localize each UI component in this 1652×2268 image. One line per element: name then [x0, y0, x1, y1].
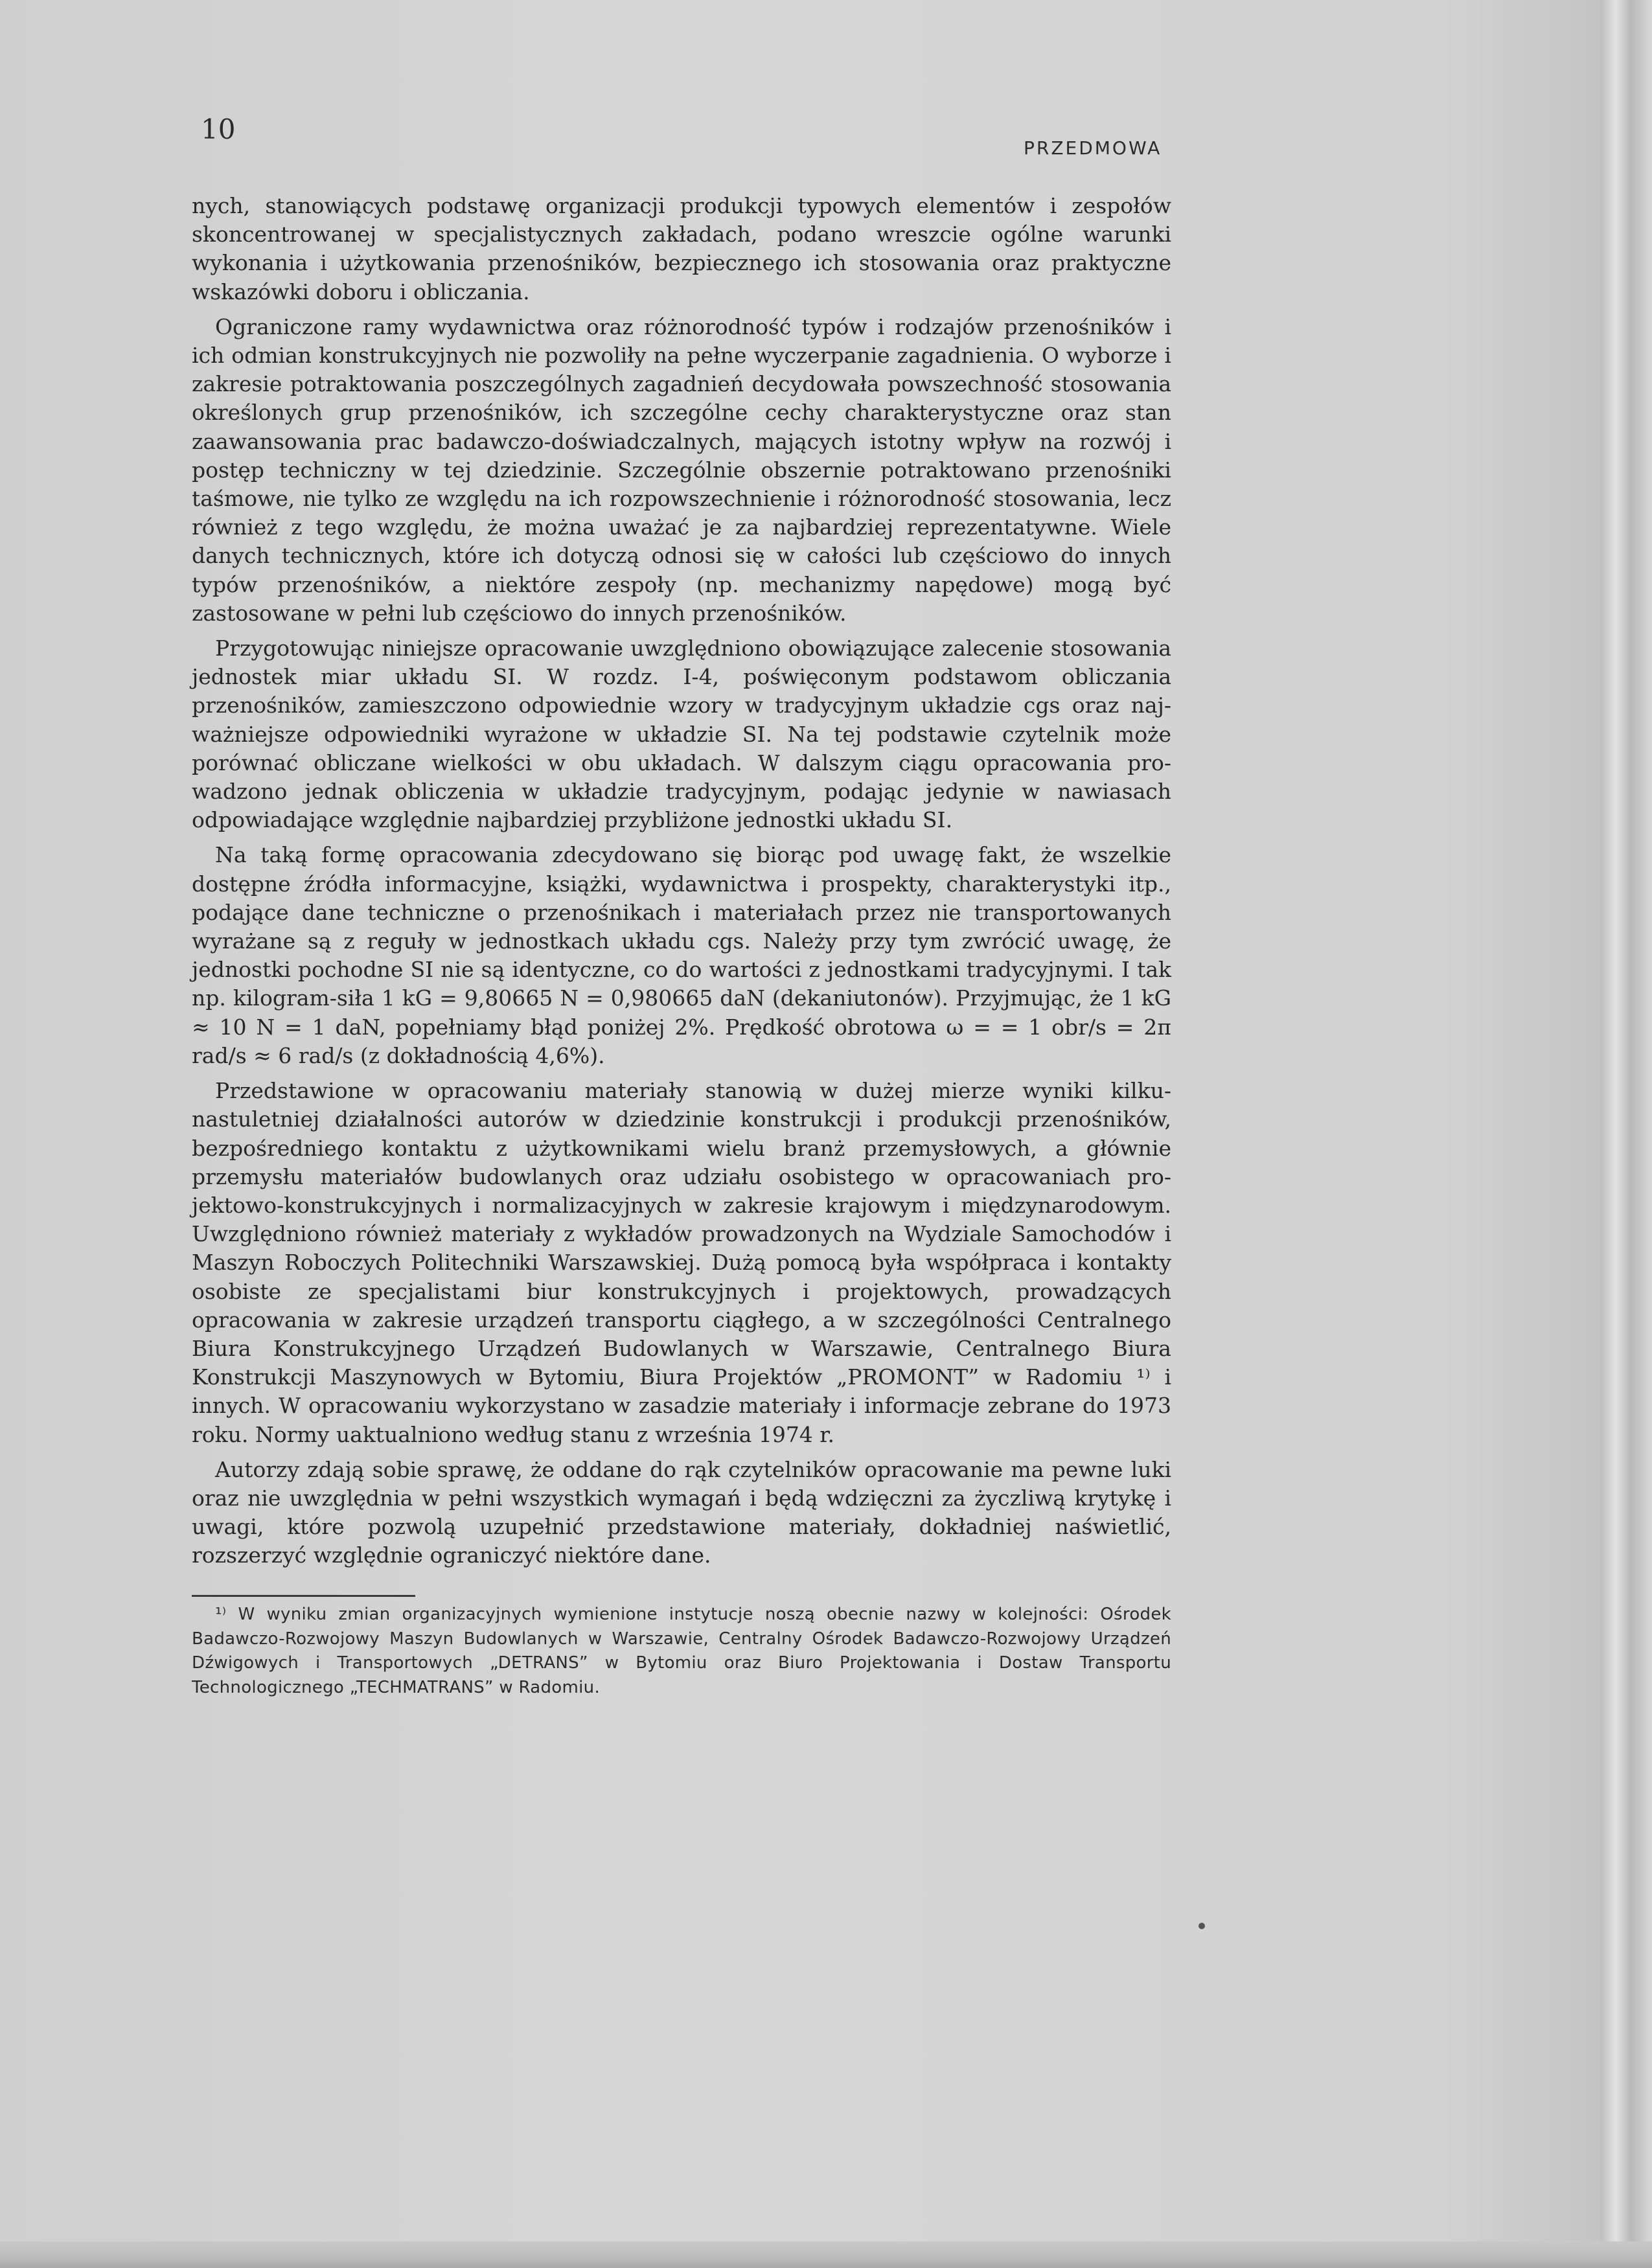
paragraph: Na taką formę opracowania zdecydowano się biorąc pod uwagę fakt, że wszelkie dostępne źródła informacyjne, książki, wydawnictwa i prospekty, charakterystyki itp., podające dane techniczne o przenośnikach i materiałach przez nie transportowanych wyrażane są z reguły w jednostkach układu cgs. Należy przy tym zwrócić uwagę, że jednostki pochodne SI nie są identyczne, co do wartości z jednostkami tradycyjnymi. I tak np. kilogram-siła 1 kG = 9,80665 N = 0,980665 daN (dekaniutonów). Przyjmując, że 1 kG ≈ 10 N = 1 daN, popełniamy błąd poniżej 2%. Prędkość obrotowa ω = = 1 obr/s = 2π rad/s ≈ 6 rad/s (z dokładnością 4,6%). — [192, 842, 1171, 1068]
speck — [1199, 1923, 1205, 1929]
page-bottom-edge — [0, 2241, 1652, 2268]
page-number: 10 — [201, 113, 236, 145]
paragraph: Autorzy zdają sobie sprawę, że oddane do rąk czytelników opracowanie ma pewne luki oraz nie uwzględnia w pełni wszystkich wymagań i będą wdzięczni za życzliwą krytykę i uwagi, które pozwolą uzupełnić przedstawione materiały, dokładniej naświetlić, rozszerzyć względnie ograniczyć niektóre dane. — [192, 1456, 1171, 1568]
paragraph: Ograniczone ramy wydawnictwa oraz różnorodność typów i rodzajów przenośników i ich odmian konstrukcyjnych nie pozwoliły na pełne wyczerpanie zagadnienia. O wyborze i zakresie potraktowania poszczególnych zagadnień decydowała powszechność stosowania określonych grup przenośników, ich szczególne cechy charakterystyczne oraz stan zaawansowania prac badawczo-doświadczalnych, mających istotny wpływ na rozwój i postęp techniczny w tej dziedzinie. Szczególnie obszernie potraktowano przenośniki taśmowe, nie tylko ze względu na ich rozpowszechnienie i różnorodność stosowania, lecz również z tego względu, że można uważać je za najbardziej reprezentatywne. Wiele danych technicznych, które ich dotyczą odnosi się w całości lub częściowo do innych typów przenośników, a niektóre zespoły (np. mechanizmy napędowe) mogą być zastosowane w pełni lub częściowo do innych przenośników. — [192, 314, 1171, 626]
footnote-rule — [192, 1595, 415, 1597]
paragraph: nych, stanowiących podstawę organizacji produkcji typowych elementów i zespołów skoncentrowanej w specjalistycznych zakładach, podano wreszcie ogólne warunki wykonania i użytkowania przenośników, bezpiecznego ich stosowania oraz praktyczne wskazówki doboru i obliczania. — [192, 193, 1171, 304]
body-text — [192, 192, 1171, 1577]
footnote-text: ¹⁾ W wyniku zmian organizacyjnych wymienione instytucje noszą obecnie nazwy w kolejności: Ośrodek Badawczo-Rozwojowy Maszyn Budowlanych w Warszawie, Centralny Ośrodek Badawczo-Rozwojowy Urządzeń Dźwigowych i Transportowych „DETRANS” w Bytomiu oraz Biuro Projektowania i Dostaw Transportu Technologicznego „TECHMATRANS” w Radomiu. — [192, 1605, 1171, 1697]
paragraph: Przedstawione w opracowaniu materiały stanowią w dużej mierze wyniki kilkunastuletniej działalności autorów w dziedzinie konstrukcji i produkcji przenośników, bezpośredniego kontaktu z użytkownikami wielu branż przemysłowych, a głównie przemysłu materiałów budowlanych oraz udziału osobistego w opracowaniach projektowo-konstrukcyjnych i normalizacyjnych w zakresie krajowym i międzynarodowym. Uwzględniono również materiały z wykładów prowadzonych na Wydziale Samochodów i Maszyn Roboczych Politechniki Warszawskiej. Dużą pomocą była współpraca i kontakty osobiste ze specjalistami biur konstrukcyjnych i projektowych, prowadzących opracowania w zakresie urządzeń transportu ciągłego, a w szczególności Centralnego Biura Konstrukcyjnego Urządzeń Budowlanych w Warszawie, Centralnego Biura Konstrukcji Maszynowych w Bytomiu, Biura Projektów „PROMONT” w Radomiu ¹⁾ i innych. W opracowaniu wykorzystano w zasadzie materiały i informacje zebrane do 1973 roku. Normy uaktualniono według stanu z września 1974 r. — [192, 1078, 1171, 1447]
paragraph: Przygotowując niniejsze opracowanie uwzględniono obowiązujące zalecenie stosowania jednostek miar układu SI. W rozdz. I-4, poświęconym podstawom obliczania przenośników, zamieszczono odpowiednie wzory w tradycyjnym układzie cgs oraz najważniejsze odpowiedniki wyrażone w układzie SI. Na tej podstawie czytelnik może porównać obliczane wielkości w obu układach. W dalszym ciągu opracowania prowadzono jednak obliczenia w układzie tradycyjnym, podając jedynie w nawiasach odpowiadające względnie najbardziej przybliżone jednostki układu SI. — [192, 636, 1171, 833]
footnote — [192, 1603, 1171, 1700]
page-edge — [1600, 0, 1652, 2268]
running-head: PRZEDMOWA — [1024, 137, 1162, 159]
